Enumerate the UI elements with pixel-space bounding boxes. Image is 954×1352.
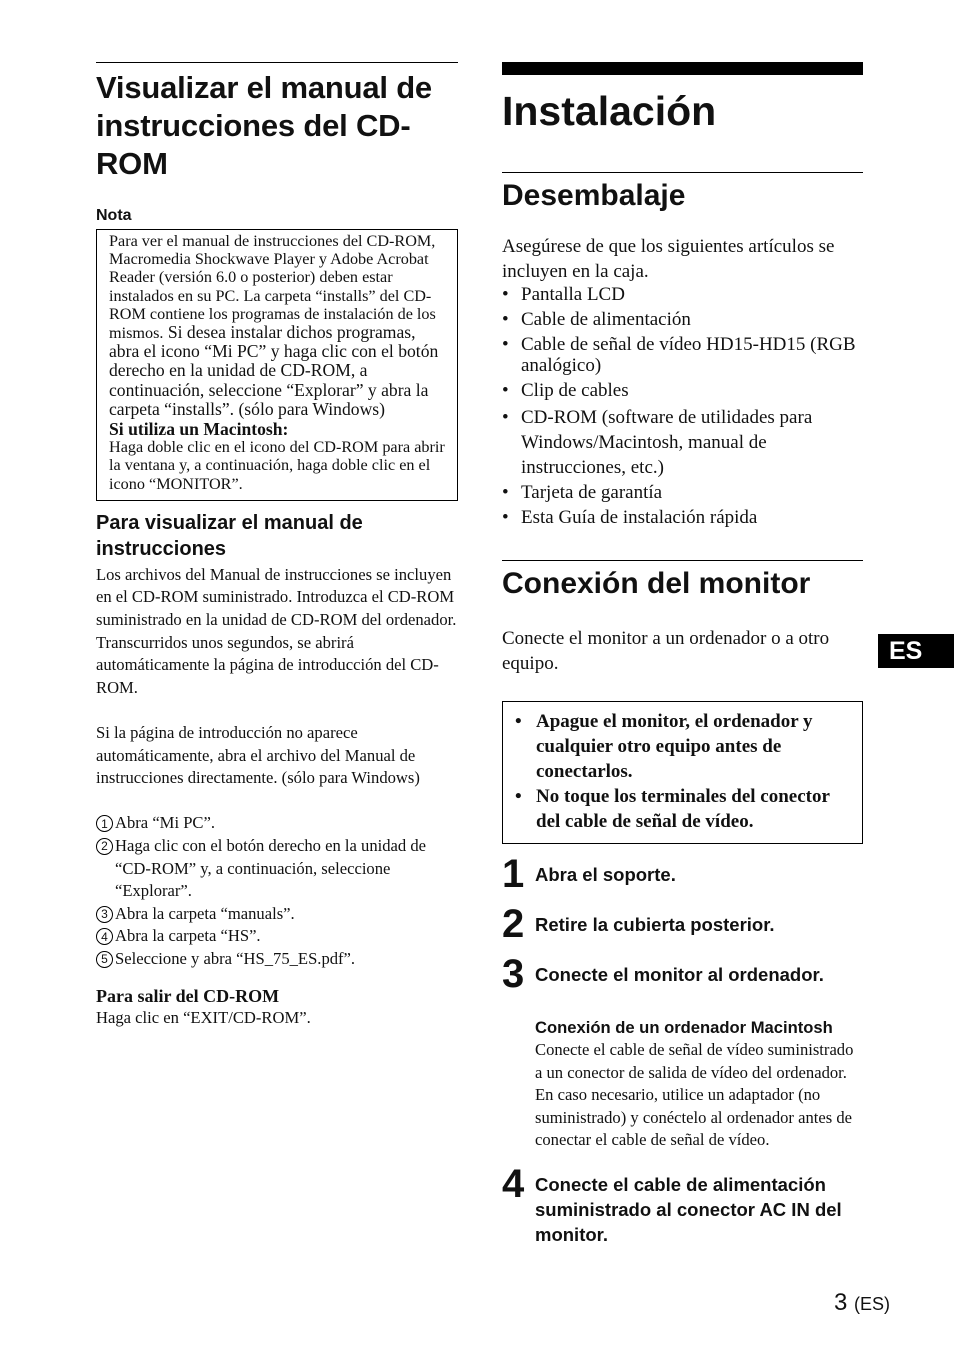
macintosh-connection-block xyxy=(535,1017,863,1152)
list-item: • Tarjeta de garantía xyxy=(502,482,663,503)
unpacking-heading: Desembalaje xyxy=(502,179,686,212)
step-text: Conecte el monitor al ordenador. xyxy=(535,964,824,985)
left-column xyxy=(96,62,458,1029)
step-text: Conecte el cable de alimentación suministrado al conector AC IN del monitor. xyxy=(535,1173,842,1245)
list-item: • Cable de señal de vídeo HD15-HD15 (RGB analógico) xyxy=(502,334,856,376)
chapter-title: Instalación xyxy=(502,88,717,134)
macintosh-connection-heading: Conexión de un ordenador Macintosh xyxy=(535,1018,833,1037)
exit-cdrom-heading: Para salir del CD-ROM xyxy=(96,985,280,1006)
note-label: Nota xyxy=(96,207,132,224)
note-mac-text: Haga doble clic en el icono del CD-ROM para abrir la ventana y, a continuación, haga doble clic en el icono “MONITOR”. xyxy=(109,438,445,493)
macintosh-connection-text: Conecte el cable de señal de vídeo suministrado a un conector de salida de vídeo del ordenador. En caso necesario, utilice un adaptador (no suministrado) y conéctelo al ordenador antes de conectar el cable de señal de vídeo. xyxy=(535,1040,854,1150)
list-item: 2 Haga clic con el botón derecho en la unidad de “CD-ROM” y, a continuación, seleccione “Explorar”. xyxy=(96,835,458,903)
note-box xyxy=(96,229,458,501)
page-number: 3 (ES) xyxy=(834,1289,891,1316)
circled-number: 1 xyxy=(96,815,113,832)
list-item: • Esta Guía de instalación rápida xyxy=(502,507,758,528)
language-tab: ES xyxy=(878,634,954,668)
list-item: • Clip de cables xyxy=(502,380,629,401)
list-item: • Pantalla LCD xyxy=(502,284,625,305)
section-heading-cdrom-manual: Visualizar el manual de instrucciones del CD-ROM xyxy=(96,70,432,181)
circled-number: 2 xyxy=(96,838,113,855)
step-2 xyxy=(502,904,863,944)
circled-number: 5 xyxy=(96,951,113,968)
monitor-connection-heading: Conexión del monitor xyxy=(502,567,811,600)
step-number: 3 xyxy=(502,952,525,996)
view-manual-paragraph-2: Si la página de introducción no aparece automáticamente, abra el archivo del Manual de instrucciones directamente. (sólo para Windows) xyxy=(96,723,420,788)
list-item: 4 Abra la carpeta “HS”. xyxy=(96,925,458,948)
chapter-rule xyxy=(502,62,863,75)
view-manual-heading: Para visualizar el manual de instrucciones xyxy=(96,511,363,560)
unpacking-intro: Asegúrese de que los siguientes artículos se incluyen en la caja. xyxy=(502,236,835,282)
windows-steps-list xyxy=(96,812,458,970)
exit-cdrom-text: Haga clic en “EXIT/CD-ROM”. xyxy=(96,1007,311,1027)
box-contents-list xyxy=(502,284,863,530)
note-text-part2: Si desea instalar dichos programas, abra el icono “Mi PC” y haga clic con el botón derecho en la unidad de CD-ROM, a continuación, seleccione “Explorar” y abra la carpeta “installs”. (sólo para Windows) xyxy=(109,322,439,419)
list-item: 1 Abra “Mi PC”. xyxy=(96,812,458,835)
right-column xyxy=(502,62,863,1247)
warning-box xyxy=(502,701,863,844)
step-text: Retire la cubierta posterior. xyxy=(535,914,775,935)
step-4 xyxy=(502,1161,863,1247)
list-item: 5 Seleccione y abra “HS_75_ES.pdf”. xyxy=(96,948,458,971)
step-3 xyxy=(502,954,863,994)
circled-number: 4 xyxy=(96,928,113,945)
view-manual-paragraph-1: Los archivos del Manual de instrucciones se incluyen en el CD-ROM suministrado. Introduzca el CD-ROM suministrado en la unidad de CD-ROM del ordenador. Transcurridos unos segundos, se abrirá automáticamente la página de introducción del CD-ROM. xyxy=(96,564,457,697)
warning-item: • Apague el monitor, el ordenador y cualquier otro equipo antes de conectarlos. xyxy=(515,711,813,782)
warning-item: • No toque los terminales del conector del cable de señal de vídeo. xyxy=(515,786,830,832)
list-item: • CD-ROM (software de utilidades para Windows/Macintosh, manual de instrucciones, etc.) xyxy=(502,407,813,478)
note-text-part1: Para ver el manual de instrucciones del CD-ROM, Macromedia Shockwave Player y Adobe Acrobat Reader (versión 6.0 o posterior) deben estar instalados en su PC. La carpeta “installs” del CD-ROM contiene los programas de instalación de los mismos. xyxy=(109,232,436,343)
step-number: 1 xyxy=(502,852,525,896)
step-number: 2 xyxy=(502,902,525,946)
note-mac-heading: Si utiliza un Macintosh: xyxy=(109,419,289,440)
step-1 xyxy=(502,854,863,894)
step-text: Abra el soporte. xyxy=(535,864,676,885)
monitor-connection-intro: Conecte el monitor a un ordenador o a otro equipo. xyxy=(502,628,830,674)
circled-number: 3 xyxy=(96,906,113,923)
list-item: 3 Abra la carpeta “manuals”. xyxy=(96,903,458,926)
step-number: 4 xyxy=(502,1161,525,1206)
list-item: • Cable de alimentación xyxy=(502,309,691,330)
